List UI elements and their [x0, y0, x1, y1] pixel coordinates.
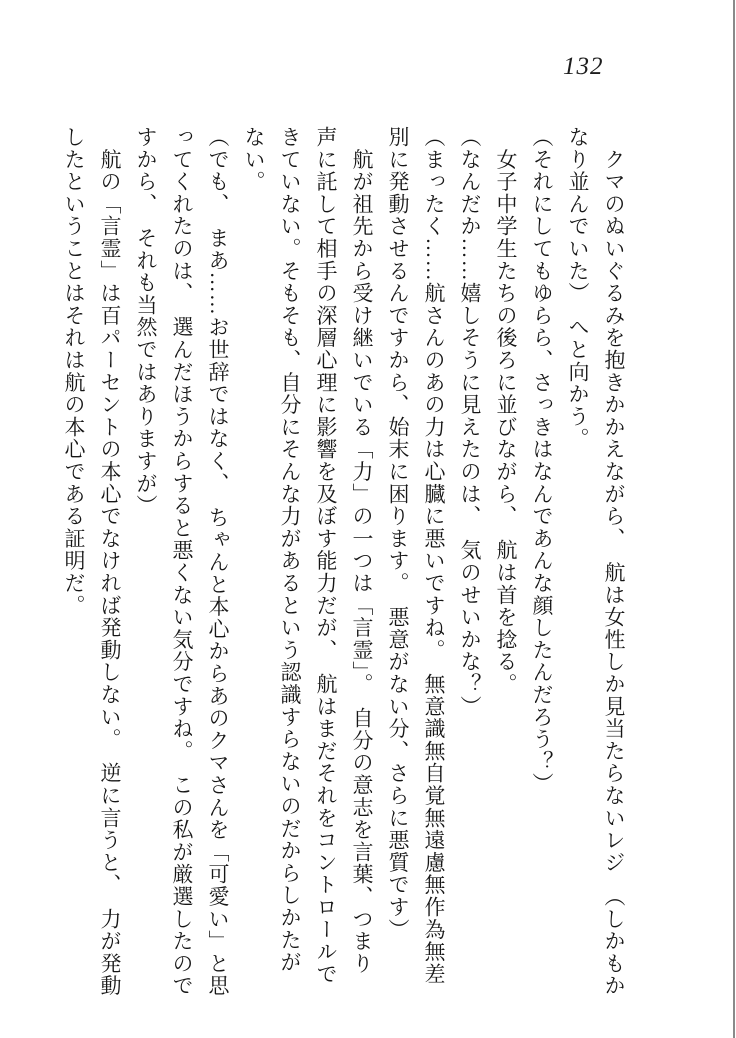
text-line: 別に発動させるんですから、始末に困ります。 悪意がない分、さらに悪質です）: [386, 126, 410, 941]
page-number: 132: [563, 53, 604, 80]
text-line: （まったく……航さんのあの力は心臓に悪いですね。 無意識無自覚無遠慮無作為無差: [422, 126, 446, 986]
text-line: 声に託して相手の深層心理に影響を及ぼす能力だが、 航はまだそれをコントロールで: [314, 126, 338, 986]
text-line: （なんだか……嬉しそうに見えたのは、 気のせいかな？）: [458, 126, 482, 718]
text-line: 航が祖先から受け継いでいる「力」の一つは「言霊」。 自分の意志を言葉、つまり: [350, 126, 374, 975]
text-line: きていない。そもそも、自分にそんな力があるという認識すらないのだからしかたが: [278, 126, 302, 974]
text-line: 航の「言霊」は百パーセントの本心でなければ発動しない。 逆に言うと、 力が発動: [98, 126, 122, 997]
text-line: 女子中学生たちの後ろに並びながら、 航は首を捻る。: [494, 126, 518, 696]
text-line: （それにしてもゆらら、さっきはなんであんな顔したんだろう？）: [530, 126, 554, 795]
text-line: ない。: [242, 126, 266, 193]
text-line: クマのぬいぐるみを抱きかかえながら、 航は女性しか見当たらないレジ （しかもか: [602, 126, 626, 997]
scan-edge-line: [733, 0, 735, 1038]
text-line: すから、 それも当然ではありますが）: [134, 126, 158, 517]
body-text: [56, 126, 632, 1023]
text-line: ってくれたのは、 選んだほうからすると悪くない気分ですね。 この私が厳選したので: [170, 126, 194, 997]
text-line: したということはそれは航の本心である証明だ。: [62, 126, 86, 617]
text-line: （でも、 まあ……お世辞ではなく、 ちゃんと本心からあのクマさんを「可愛い」と思: [206, 126, 230, 997]
text-line: なり並んでいた） へと向かう。: [566, 126, 590, 450]
